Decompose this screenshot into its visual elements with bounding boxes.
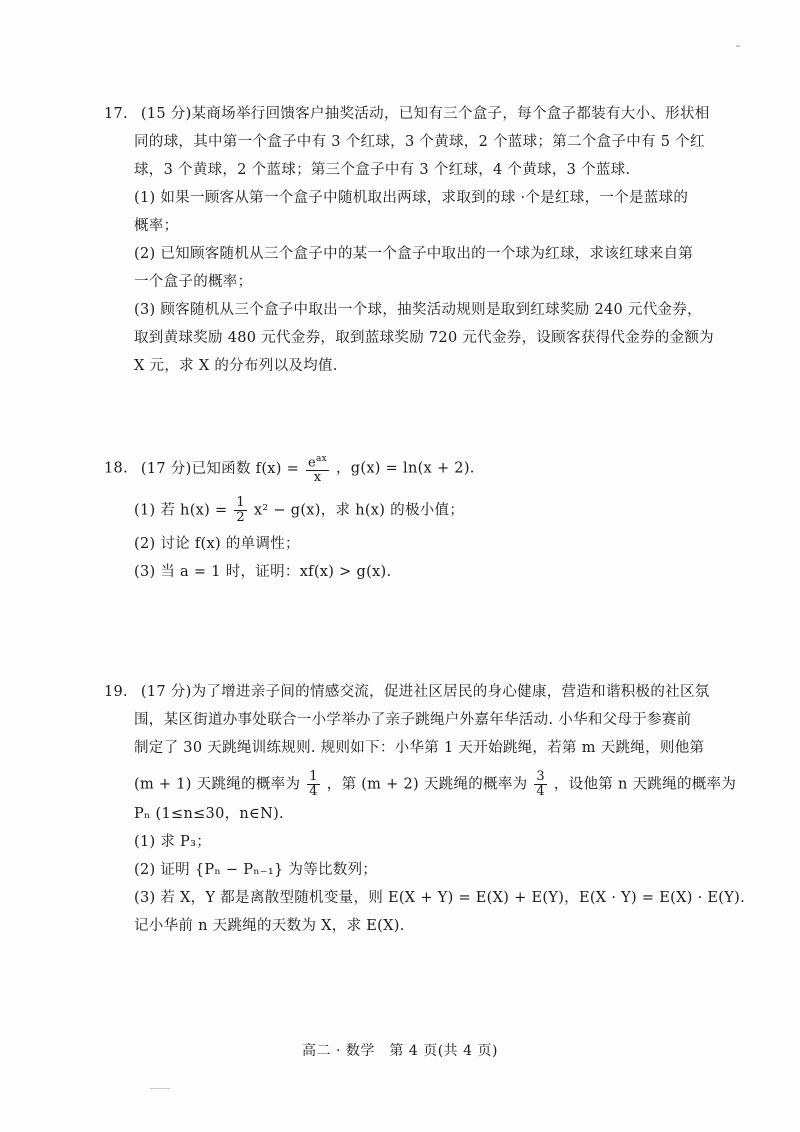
problem-17-text-1: (15 分)某商场举行回馈客户抽奖活动，已知有三个盒子，每个盒子都装有大小、形状相 [140,106,710,122]
problem-18-text-2b: x² − g(x)，求 h(x) 的极小值； [253,502,465,519]
problem-19-line-6: (1) 求 P₃； [134,834,212,850]
problem-19-line-8: (3) 若 X，Y 都是离散型随机变量，则 E(X + Y) = E(X) + E(Y)，E(X · Y) = E(X) · E(Y). [134,890,745,906]
problem-17-line-8: (3) 顾客随机从三个盒子中取出一个球，抽奖活动规则是取到红球奖励 240 元代金券， [134,302,702,318]
scan-speck [150,1088,170,1089]
problem-17-line-4: (1) 如果一顾客从第一个盒子中随机取出两球，求取到的球 ·个是红球，一个是蓝球的 [134,190,689,206]
problem-19-line-5: Pₙ (1≤n≤30，n∈N). [134,806,284,822]
problem-17-line-5: 概率； [134,218,179,234]
problem-19-line-1 [104,682,710,702]
frac-denominator: 4 [536,784,545,799]
frac-numerator: e [308,455,317,471]
problem-19-line-3: 制定了 30 天跳绳训练规则. 规则如下：小华第 1 天开始跳绳，若第 m 天跳绳，则他第 [134,740,705,756]
scan-speck [736,45,740,47]
problem-17-number: 17. [104,106,128,122]
frac-exponent: ax [316,454,328,464]
problem-19-line-4 [134,770,736,799]
frac-numerator: 1 [236,495,245,510]
frac-numerator: 1 [309,769,318,784]
problem-19-text-4c: ，设他第 n 天跳绳的概率为 [553,776,737,793]
frac-denominator: x [313,470,322,486]
problem-18-number: 18. [104,460,128,477]
problem-17-line-3: 球，3 个黄球，2 个蓝球；第三个盒子中有 3 个红球，4 个黄球，3 个蓝球. [134,162,631,178]
problem-19-text-4b: ，第 (m + 2) 天跳绳的概率为 [326,776,528,793]
problem-18-line-2 [134,496,464,525]
problem-19-line-7: (2) 证明 {Pₙ − Pₙ₋₁} 为等比数列； [134,862,378,878]
frac-numerator: 3 [536,769,545,784]
page-footer: 高二 · 数学 第 4 页(共 4 页) [302,1043,498,1059]
fraction-three-quarters [534,770,547,799]
problem-18-text-2a: (1) 若 h(x) = [134,502,228,519]
problem-19-line-9: 记小华前 n 天跳绳的天数为 X，求 E(X). [134,918,405,934]
problem-17-line-10: X 元，求 X 的分布列以及均值. [134,358,338,374]
problem-19-number: 19. [104,684,128,700]
problem-19-text-1: (17 分)为了增进亲子间的情感交流，促进社区居民的身心健康，营造和谐积极的社区氛 [140,684,710,700]
fraction-eax-over-x [306,452,329,485]
fraction-one-quarter [307,770,320,799]
problem-18-line-1 [104,452,475,485]
frac-denominator: 4 [309,784,318,799]
problem-17-line-7: 一个盒子的概率； [134,274,253,290]
problem-17-line-1 [104,104,710,124]
problem-17-line-6: (2) 已知顾客随机从三个盒子中的某一个盒子中取出的一个球为红球，求该红球来自第 [134,246,694,262]
problem-18-line-4: (3) 当 a = 1 时，证明：xf(x) > g(x). [134,564,392,580]
problem-17-line-9: 取到黄球奖励 480 元代金券，取到蓝球奖励 720 元代金券，设顾客获得代金券的金额为 [134,330,714,346]
problem-18-text-1b: ，g(x) = ln(x + 2). [335,460,475,477]
frac-denominator: 2 [236,510,245,525]
problem-18-line-3: (2) 讨论 f(x) 的单调性； [134,536,300,552]
problem-17-line-2: 同的球，其中第一个盒子中有 3 个红球，3 个黄球，2 个蓝球；第二个盒子中有 5 个红 [134,134,705,150]
problem-18-text-1a: (17 分)已知函数 f(x) = [140,460,300,477]
fraction-one-half [234,496,247,525]
problem-19-line-2: 围，某区街道办事处联合一小学举办了亲子跳绳户外嘉年华活动. 小华和父母于参赛前 [134,712,692,728]
problem-19-text-4a: (m + 1) 天跳绳的概率为 [134,776,301,793]
